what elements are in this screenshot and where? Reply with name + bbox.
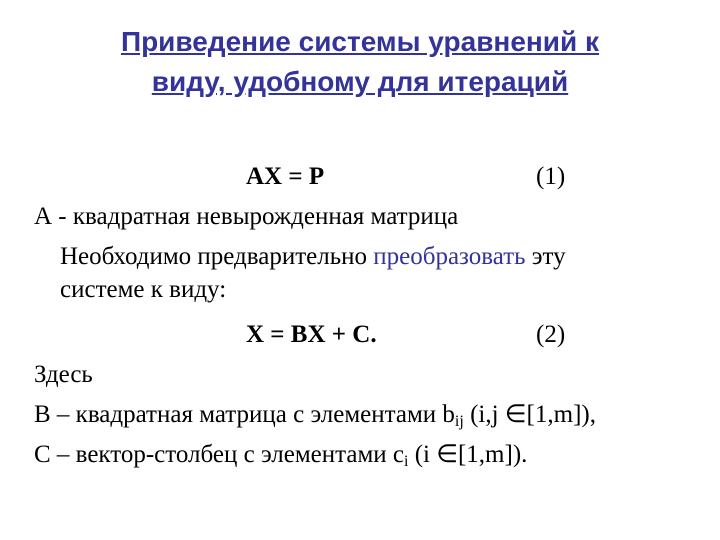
equation-1-formula: AX = P [246, 163, 325, 190]
definition-c-suffix: (i ∈[1,m]). [408, 441, 528, 468]
equation-2-formula: X = BX + C. [246, 321, 377, 348]
paragraph-line-1 [60, 242, 566, 272]
here-label: Здесь [34, 361, 93, 388]
paragraph-text-end: эту [525, 243, 566, 270]
slide-title-line-2: виду, удобному для итераций [151, 66, 569, 97]
definition-b [34, 400, 596, 437]
paragraph-text-start: Необходимо предварительно [60, 243, 374, 270]
definition-c-subscript: i [403, 453, 409, 470]
slide-title [40, 22, 680, 102]
definition-b-subscript: ij [454, 413, 464, 430]
paragraph-line-2: системе к виду: [60, 276, 227, 303]
definition-a: А - квадратная невырожденная матрица [34, 203, 459, 230]
slide-title-line-1: Приведение системы уравнений к [120, 26, 600, 57]
equation-1-number: (1) [536, 163, 566, 190]
definition-c [34, 440, 527, 477]
equation-2-number: (2) [536, 321, 566, 348]
definition-b-prefix: В – квадратная матрица с элементами b [34, 401, 455, 428]
transform-word: преобразовать [373, 243, 526, 270]
definition-b-suffix: (i,j ∈[1,m]), [463, 401, 596, 428]
definition-c-prefix: С – вектор-столбец с элементами c [34, 441, 404, 468]
